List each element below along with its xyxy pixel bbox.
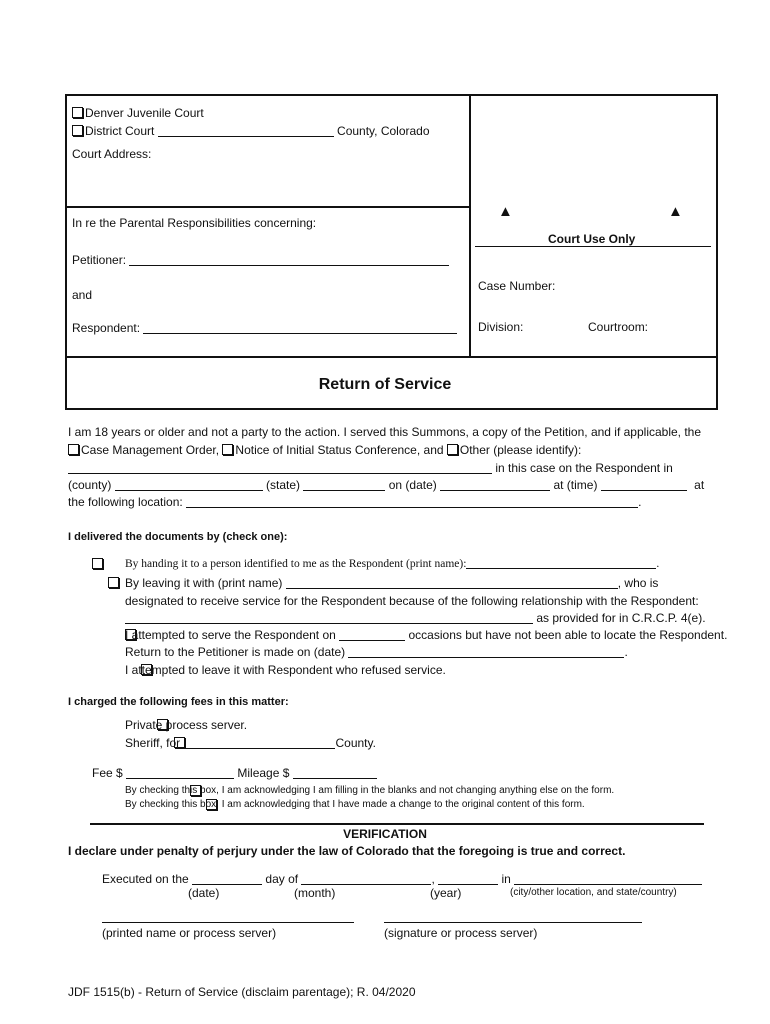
county-blank[interactable] xyxy=(158,124,334,137)
private-row: Private process server. xyxy=(125,718,248,732)
date-caption: (date) xyxy=(188,886,220,900)
court-use-only: Court Use Only xyxy=(548,232,636,246)
year-caption: (year) xyxy=(430,886,462,900)
intro-line-1: I am 18 years or older and not a party to the action. I served this Summons, a copy of the Petition, and if applicable, the xyxy=(68,425,702,439)
respondent-field[interactable] xyxy=(143,321,457,334)
petitioner-field[interactable] xyxy=(129,253,449,266)
verification-rule xyxy=(90,823,704,825)
ack-change: By checking this box, I am acknowledging that I have made a change to the original content of this form. xyxy=(125,799,585,810)
court-use-rule xyxy=(475,246,711,247)
verification-declare: I declare under penalty of perjury under the law of Colorado that the foregoing is true and correct. xyxy=(68,844,626,858)
other-identify-field[interactable] xyxy=(68,461,492,474)
return-row: Return to the Petitioner is made on (date) . xyxy=(125,645,628,659)
triangle-right-icon: ▲ xyxy=(668,203,683,220)
county-field[interactable] xyxy=(115,478,263,491)
sheriff-row: Sheriff, for County. xyxy=(125,736,376,750)
checkbox-icon[interactable] xyxy=(447,444,458,455)
return-date-field[interactable] xyxy=(348,645,624,658)
intro-line-3: in this case on the Respondent in xyxy=(68,461,673,475)
checkbox-icon[interactable] xyxy=(222,444,233,455)
courtroom-label: Courtroom: xyxy=(588,320,649,334)
form-footer: JDF 1515(b) - Return of Service (disclaim parentage); R. 04/2020 xyxy=(68,985,416,999)
court-address-label: Court Address: xyxy=(72,147,152,161)
ack-no-change: By checking this box, I am acknowledging I am filling in the blanks and not changing anything else on the form. xyxy=(125,785,615,796)
caption-left-divider xyxy=(65,206,470,208)
intro-line-2: Case Management Order, Notice of Initial Status Conference, and Other (please identify): xyxy=(68,443,581,457)
intro-line-4: (county) (state) on (date) at (time) at xyxy=(68,478,705,492)
time-field[interactable] xyxy=(601,478,687,491)
leaving-row: By leaving it with (print name) , who is xyxy=(125,576,659,590)
checkbox-by-hand[interactable] xyxy=(92,558,103,569)
signature-caption: (signature or process server) xyxy=(384,926,538,940)
respondent-row: Respondent: xyxy=(72,321,457,335)
in-re-label: In re the Parental Responsibilities concerning: xyxy=(72,216,317,230)
month-caption: (month) xyxy=(294,886,336,900)
checkbox-icon[interactable] xyxy=(68,444,79,455)
case-number-label: Case Number: xyxy=(478,279,556,293)
designated-row: designated to receive service for the Respondent because of the following relationship with the Respondent: xyxy=(125,594,699,608)
sheriff-county-field[interactable] xyxy=(183,736,335,749)
court-option-denver[interactable]: Denver Juvenile Court xyxy=(72,106,204,120)
date-field[interactable] xyxy=(440,478,550,491)
court-option-district[interactable]: District Court County, Colorado xyxy=(72,124,430,138)
mileage-field[interactable] xyxy=(293,766,377,779)
verification-heading: VERIFICATION xyxy=(343,827,427,841)
petitioner-row: Petitioner: xyxy=(72,253,449,267)
relationship-row: as provided for in C.R.C.P. 4(e). xyxy=(125,611,706,625)
intro-line-5: the following location: . xyxy=(68,495,642,509)
executed-month-field[interactable] xyxy=(301,872,431,885)
relationship-field[interactable] xyxy=(125,611,533,624)
leaving-name-field[interactable] xyxy=(286,576,618,589)
fee-mileage-row: Fee $ Mileage $ xyxy=(92,766,377,780)
refused-row: I attempted to leave it with Respondent who refused service. xyxy=(125,663,446,677)
printed-name-caption: (printed name or process server) xyxy=(102,926,277,940)
page-title: Return of Service xyxy=(318,376,452,393)
fees-heading: I charged the following fees in this matter: xyxy=(68,696,289,708)
triangle-left-icon: ▲ xyxy=(498,203,513,220)
city-caption: (city/other location, and state/country) xyxy=(510,887,677,898)
checkbox-leaving[interactable] xyxy=(108,577,119,588)
signature-line[interactable] xyxy=(384,922,642,923)
location-field[interactable] xyxy=(186,495,638,508)
occasions-field[interactable] xyxy=(339,628,405,641)
checkbox-icon[interactable] xyxy=(72,125,83,136)
state-field[interactable] xyxy=(303,478,385,491)
executed-year-field[interactable] xyxy=(438,872,498,885)
executed-location-field[interactable] xyxy=(514,872,702,885)
executed-day-field[interactable] xyxy=(192,872,262,885)
checkbox-icon[interactable] xyxy=(72,107,83,118)
printed-name-line[interactable] xyxy=(102,922,354,923)
and-label: and xyxy=(72,288,93,302)
attempted-row: I attempted to serve the Respondent on occasions but have not been able to locate the Respondent. xyxy=(125,628,728,642)
fee-field[interactable] xyxy=(126,766,234,779)
division-label: Division: xyxy=(478,320,524,334)
by-hand-name-field[interactable] xyxy=(466,556,656,569)
delivery-heading: I delivered the documents by (check one): xyxy=(68,531,288,543)
executed-row: Executed on the day of , in xyxy=(102,872,702,886)
caption-vertical-divider xyxy=(469,94,471,358)
by-hand-row: By handing it to a person identified to me as the Respondent (print name): . xyxy=(125,558,660,570)
